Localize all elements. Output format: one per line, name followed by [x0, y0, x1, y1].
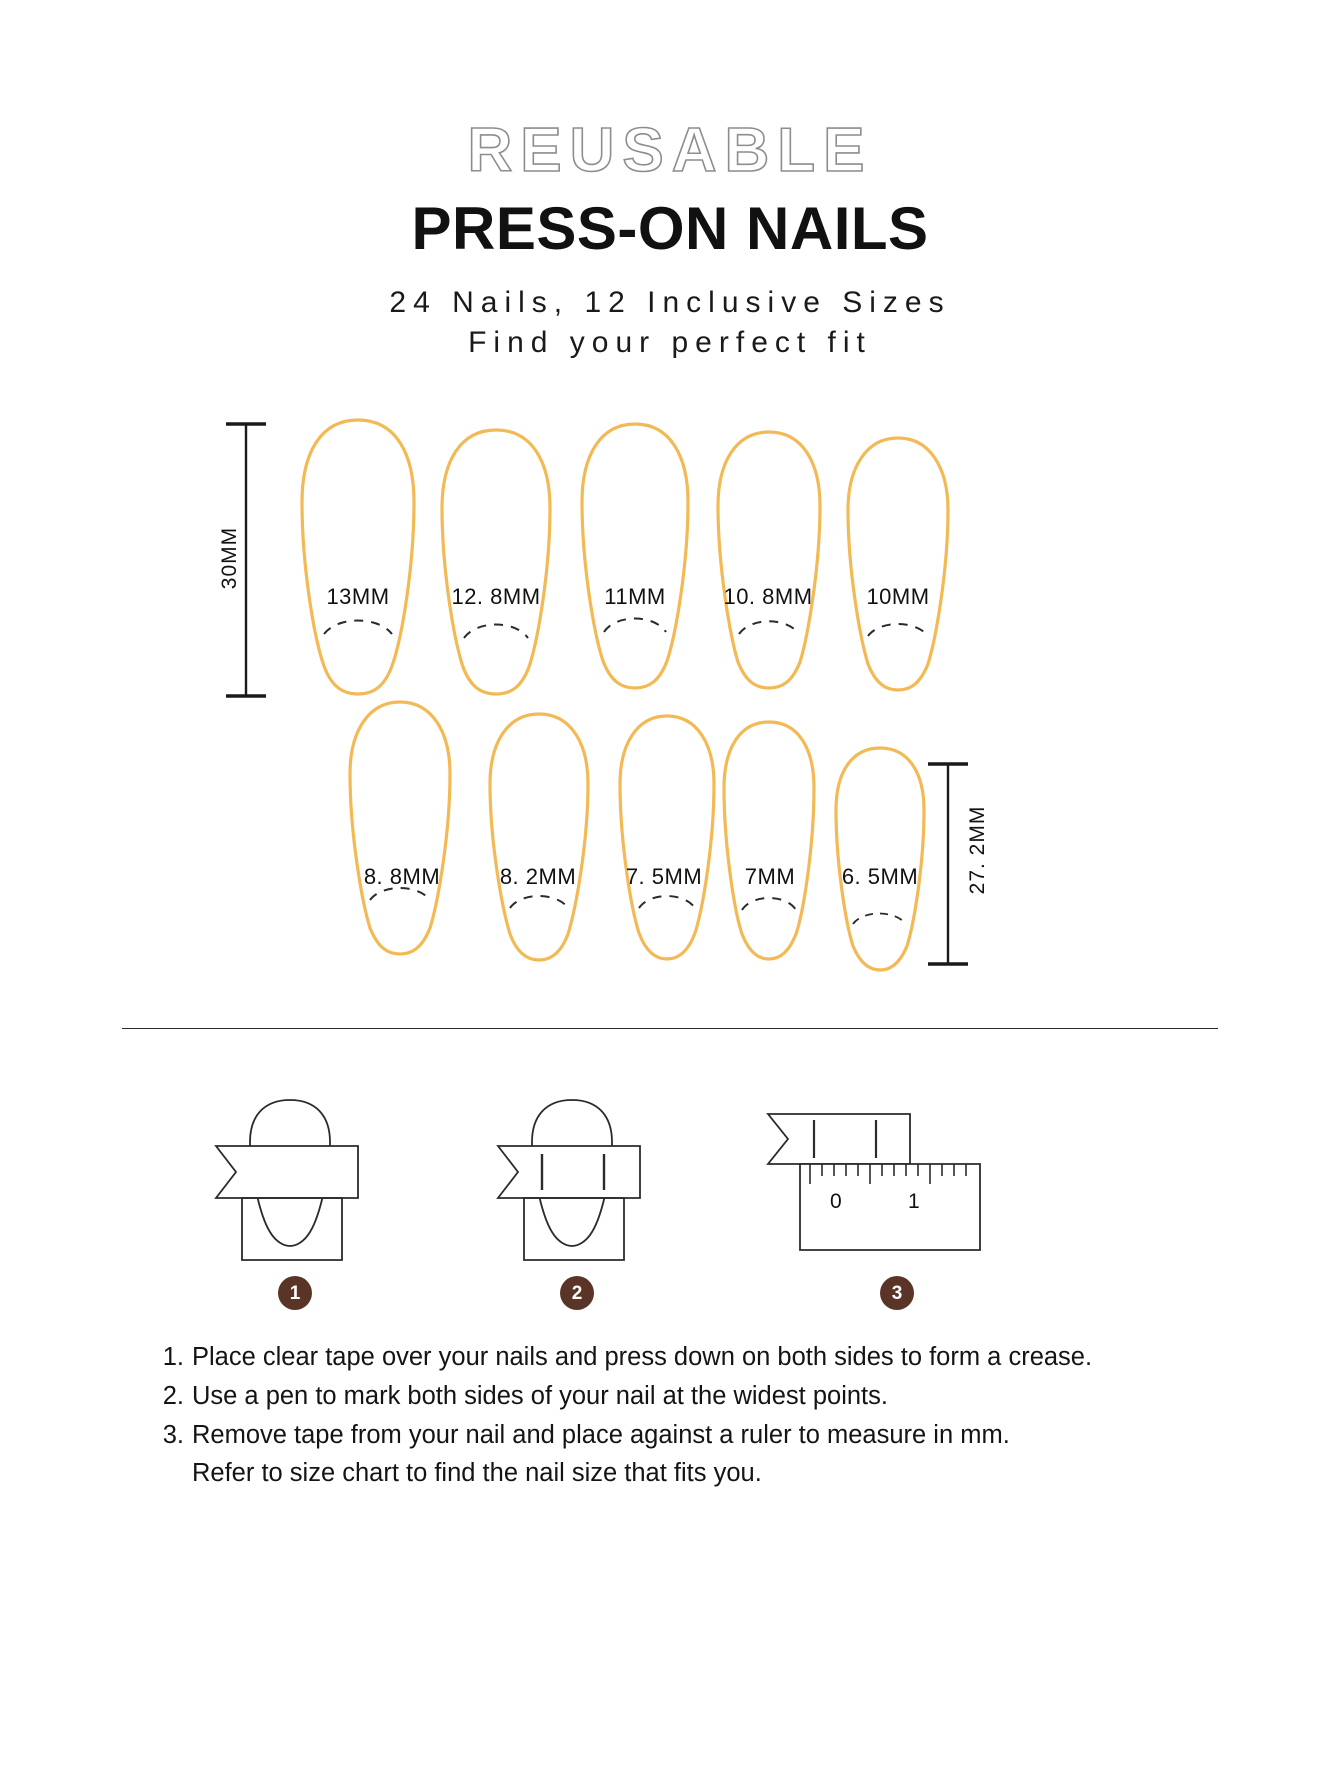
- nail-width-label-2-1: 8. 8MM: [363, 864, 441, 889]
- nail-shape-12-8mm: [436, 426, 556, 698]
- page-title: PRESS-ON NAILS: [411, 195, 929, 263]
- instruction-text-2: Use a pen to mark both sides of your nail at the widest points.: [192, 1381, 888, 1410]
- ruler-tick-label-0: 0: [830, 1190, 842, 1213]
- instruction-continuation: Refer to size chart to find the nail size that fits you.: [192, 1459, 762, 1488]
- nail-width-label-1-2: 12. 8MM: [451, 584, 541, 609]
- instruction-item-3: [150, 1416, 1210, 1455]
- step-3-illustration: [730, 1080, 1050, 1310]
- step-1-illustration: [170, 1080, 490, 1310]
- nail-shape-10mm: [842, 434, 954, 696]
- instruction-number-1: 1.: [162, 1343, 184, 1371]
- nail-width-label-2-2: 8. 2MM: [499, 864, 577, 889]
- ruler-tick-label-1: 1: [908, 1190, 920, 1213]
- nail-shape-6-5mm: [830, 744, 930, 976]
- size-chart: [0, 420, 1340, 1010]
- nail-width-label-1-3: 11MM: [604, 584, 666, 609]
- nail-width-label-1-1: 13MM: [326, 584, 390, 609]
- nail-width-label-1-5: 10MM: [866, 584, 930, 609]
- subtitle-count: 24 Nails, 12 Inclusive Sizes: [389, 286, 951, 320]
- nail-shape-10-8mm: [712, 428, 826, 694]
- nail-shape-7-5mm: [614, 712, 720, 966]
- height-dimension-label-left: 30MM: [218, 526, 241, 590]
- subtitle-tagline: Find your perfect fit: [468, 326, 872, 360]
- nail-width-label-1-4: 10. 8MM: [723, 584, 813, 609]
- how-to-measure-steps: [0, 1080, 1340, 1310]
- instructions-list: [150, 1338, 1210, 1493]
- instruction-item-1: [150, 1338, 1210, 1377]
- nail-width-label-2-4: 7MM: [744, 864, 796, 889]
- instruction-item-2: [150, 1377, 1210, 1416]
- step-badge-2: 2: [560, 1276, 594, 1310]
- page-title-outline: REUSABLE: [467, 116, 873, 185]
- nail-shape-11mm: [576, 420, 694, 692]
- instruction-text-3: Remove tape from your nail and place against a ruler to measure in mm.: [192, 1420, 1010, 1449]
- nail-shape-7mm: [718, 718, 820, 966]
- instruction-number-3: 3.: [162, 1420, 184, 1449]
- nail-shape-13mm: [296, 416, 420, 698]
- step-badge-1: 1: [278, 1276, 312, 1310]
- nail-width-label-2-5: 6. 5MM: [841, 864, 919, 889]
- step-2-illustration: [452, 1080, 772, 1310]
- page-header: [0, 118, 1340, 360]
- instruction-text-1: Place clear tape over your nails and press down on both sides to form a crease.: [192, 1343, 1093, 1371]
- nail-shape-8-2mm: [484, 710, 594, 966]
- section-divider: [122, 1028, 1218, 1029]
- nail-width-label-2-3: 7. 5MM: [625, 864, 703, 889]
- height-dimension-label-right: 27. 2MM: [966, 805, 989, 895]
- instruction-number-2: 2.: [162, 1381, 184, 1410]
- nail-shape-8-8mm: [344, 698, 456, 960]
- step-badge-3: 3: [880, 1276, 914, 1310]
